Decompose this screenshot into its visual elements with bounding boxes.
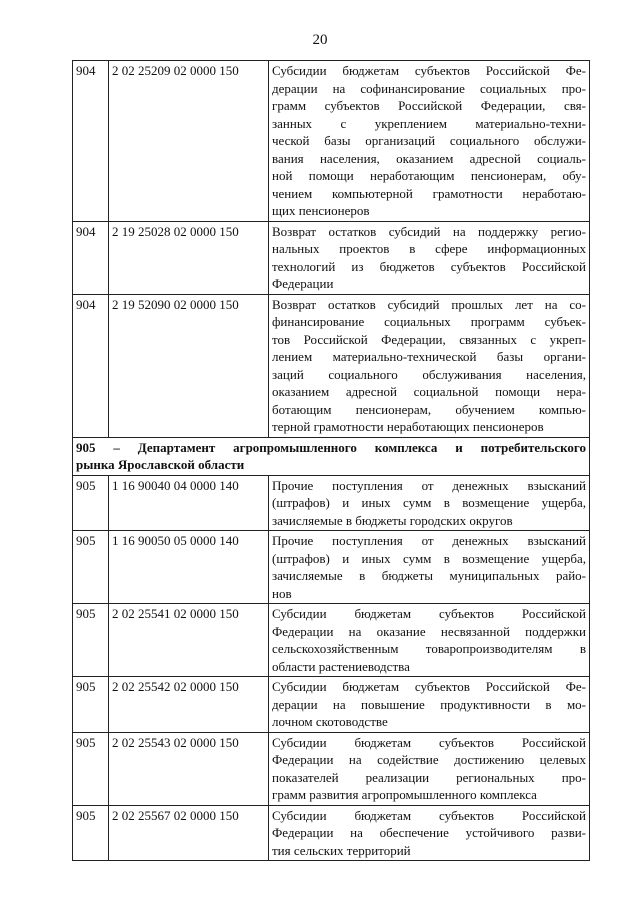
revenue-name-line: лением материально-технической базы органи- [272, 349, 586, 364]
revenue-name-cell [269, 677, 590, 733]
budget-classification-code-cell: 2 02 25543 02 0000 150 [109, 732, 269, 805]
revenue-name-cell [269, 221, 590, 294]
revenue-name-line: Федерации [272, 276, 334, 291]
admin-code-cell: 904 [73, 61, 109, 222]
revenue-name-line: Федерации на содействие достижению целевых [272, 752, 586, 767]
revenue-name-line: нов [272, 585, 292, 601]
section-header-row [73, 437, 590, 475]
admin-code-cell: 905 [73, 805, 109, 861]
revenue-name-line: зачисляемые в бюджеты муниципальных райо- [272, 568, 586, 583]
revenue-name-line: Федерации на обеспечение устойчивого разви- [272, 825, 586, 840]
budget-classification-code-cell: 2 19 52090 02 0000 150 [109, 294, 269, 437]
revenue-name-line: чением компьютерной грамотности неработаю- [272, 185, 586, 201]
revenue-name-cell [269, 294, 590, 437]
section-title [73, 437, 590, 475]
budget-classification-code-cell: 2 02 25209 02 0000 150 [109, 61, 269, 222]
revenue-name-line: Возврат остатков субсидий прошлых лет на со- [272, 296, 586, 312]
revenue-name-line: (штрафов) и иных сумм в возмещение ущерба, [272, 495, 586, 510]
table-row [73, 61, 590, 222]
revenue-name-line: тия сельских территорий [272, 842, 411, 858]
table-row [73, 677, 590, 733]
revenue-name-line: ботающим пенсионерам, обучением компью- [272, 401, 586, 417]
revenue-name-line: Субсидии бюджетам субъектов Российской [272, 807, 586, 823]
revenue-name-line: (штрафов) и иных сумм в возмещение ущерба, [272, 550, 586, 566]
table-row [73, 604, 590, 677]
admin-code-cell: 905 [73, 732, 109, 805]
revenue-name-line: Субсидии бюджетам субъектов Российской [272, 606, 586, 621]
admin-code-cell: 904 [73, 221, 109, 294]
revenue-name-cell [269, 61, 590, 222]
revenue-name-cell [269, 531, 590, 604]
revenue-name-line: щих пенсионеров [272, 203, 370, 218]
section-title-line: рынка Ярославской области [76, 457, 245, 472]
revenue-name-cell [269, 805, 590, 861]
revenue-name-line: финансирование социальных программ субъек- [272, 314, 586, 329]
revenue-name-line: занных с укреплением материально-техни- [272, 115, 586, 131]
table-row [73, 294, 590, 437]
table-row [73, 805, 590, 861]
budget-classification-code-cell: 1 16 90050 05 0000 140 [109, 531, 269, 604]
admin-code-cell: 904 [73, 294, 109, 437]
revenue-name-line: зачисляемые в бюджеты городских округов [272, 512, 513, 528]
budget-classification-code-cell: 2 02 25567 02 0000 150 [109, 805, 269, 861]
revenue-name-line: дерации на софинансирование социальных про- [272, 80, 586, 96]
revenue-name-line: Возврат остатков субсидий на поддержку регио- [272, 223, 586, 239]
budget-classification-code-cell: 2 02 25542 02 0000 150 [109, 677, 269, 733]
budget-classification-code-cell: 1 16 90040 04 0000 140 [109, 475, 269, 531]
budget-classification-code-cell: 2 19 25028 02 0000 150 [109, 221, 269, 294]
revenue-name-line: Субсидии бюджетам субъектов Российской Фе- [272, 63, 586, 78]
revenue-name-line: лочном скотоводстве [272, 714, 388, 729]
revenue-name-line: Федерации на оказание несвязанной поддержки [272, 623, 586, 639]
revenue-name-cell [269, 475, 590, 531]
table-row [73, 531, 590, 604]
revenue-name-line: терной грамотности неработающих пенсионеров [272, 419, 544, 434]
revenue-name-line: грамм субъектов Российской Федерации, свя- [272, 98, 586, 113]
admin-code-cell: 905 [73, 604, 109, 677]
revenue-name-line: оказанием адресной социальной помощи нера- [272, 384, 586, 399]
revenue-name-cell [269, 604, 590, 677]
revenue-name-line: нальных проектов в сфере информационных [272, 241, 586, 256]
revenue-name-line: вания населения, оказанием адресной социаль- [272, 150, 586, 166]
table-row [73, 732, 590, 805]
table-row [73, 221, 590, 294]
table-row [73, 475, 590, 531]
section-title-line: 905 – Департамент агропромышленного комплекса и потребительского [76, 439, 586, 455]
revenue-classification-table [72, 60, 590, 861]
revenue-name-line: показателей реализации региональных про- [272, 769, 586, 785]
revenue-name-line: сельскохозяйственным товаропроизводителям в [272, 641, 586, 656]
revenue-name-line: Субсидии бюджетам субъектов Российской Фе- [272, 679, 586, 694]
admin-code-cell: 905 [73, 677, 109, 733]
revenue-name-line: тов Российской Федерации, связанных с укреп- [272, 331, 586, 347]
revenue-name-cell [269, 732, 590, 805]
revenue-name-line: ческой базы организаций социального обслужи- [272, 133, 586, 148]
revenue-name-line: дерации на повышение продуктивности в мо- [272, 696, 586, 712]
revenue-name-line: Прочие поступления от денежных взысканий [272, 533, 586, 548]
revenue-name-line: Прочие поступления от денежных взысканий [272, 477, 586, 493]
admin-code-cell: 905 [73, 531, 109, 604]
revenue-name-line: заций социального обслуживания населения, [272, 366, 586, 382]
revenue-name-line: грамм развития агропромышленного комплекса [272, 787, 537, 802]
table-body [73, 61, 590, 861]
page-number: 20 [312, 32, 328, 48]
budget-classification-code-cell: 2 02 25541 02 0000 150 [109, 604, 269, 677]
admin-code-cell: 905 [73, 475, 109, 531]
revenue-name-line: технологий из бюджетов субъектов Российской [272, 258, 586, 274]
revenue-name-line: Субсидии бюджетам субъектов Российской [272, 734, 586, 750]
revenue-name-line: области растениеводства [272, 658, 410, 674]
revenue-name-line: ной помощи неработающим пенсионерам, обу- [272, 168, 586, 183]
